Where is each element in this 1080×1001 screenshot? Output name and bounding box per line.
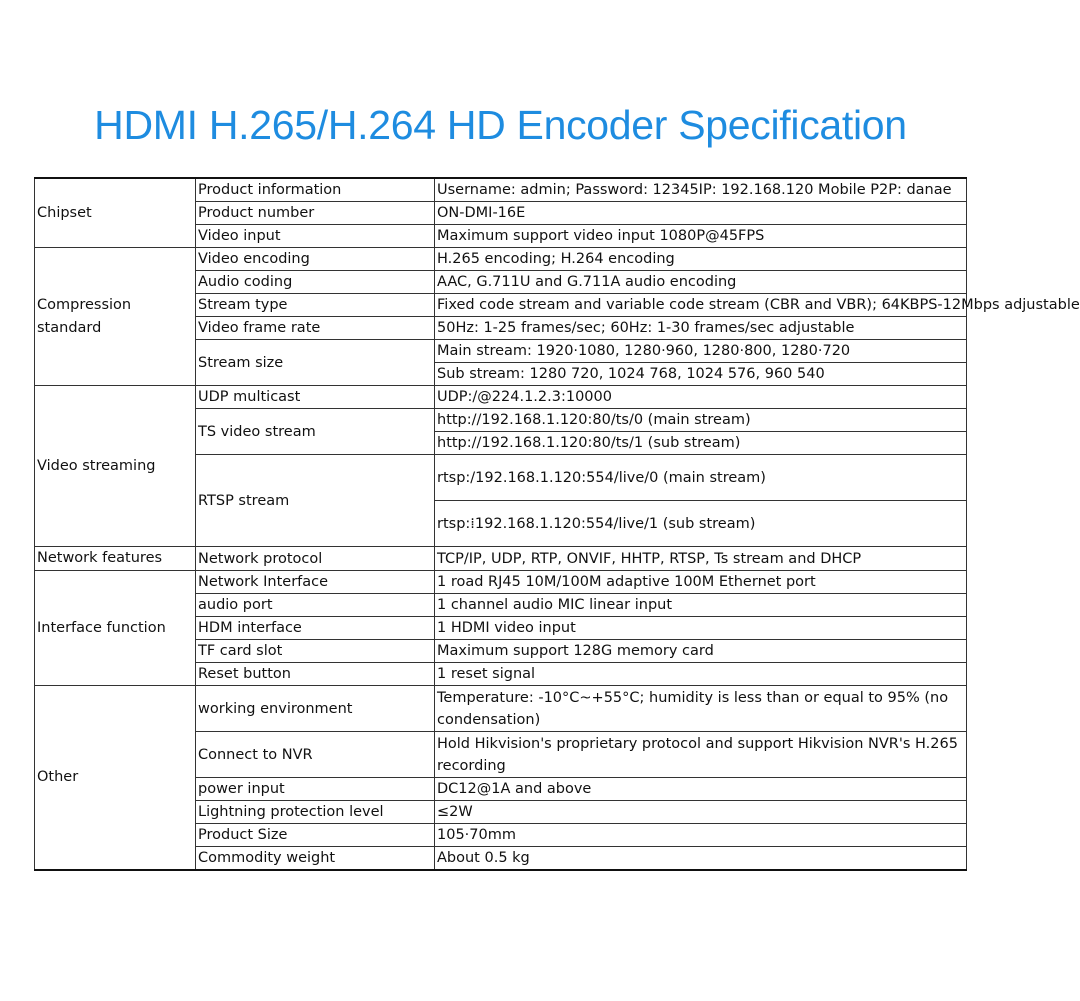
value-cell: Maximum support 128G memory card <box>435 640 967 663</box>
category-cell: Chipset <box>35 178 196 248</box>
category-cell: Other <box>35 686 196 871</box>
category-cell: Compression standard <box>35 248 196 386</box>
parameter-cell: TF card slot <box>196 640 435 663</box>
parameter-cell: Commodity weight <box>196 847 435 871</box>
value-cell: rtsp:⁞192.168.1.120:554/live/1 (sub stream) <box>435 501 967 547</box>
parameter-cell: Video encoding <box>196 248 435 271</box>
parameter-cell: Video frame rate <box>196 317 435 340</box>
parameter-cell: Product Size <box>196 824 435 847</box>
value-cell: UDP:/@224.1.2.3:10000 <box>435 386 967 409</box>
value-cell: TCP/IP, UDP, RTP, ONVIF, HHTP, RTSP, Ts stream and DHCP <box>435 547 967 571</box>
parameter-cell: Stream size <box>196 340 435 386</box>
category-cell: Video streaming <box>35 386 196 547</box>
value-cell: Temperature: -10°C~+55°C; humidity is less than or equal to 95% (no condensation) <box>435 686 967 732</box>
page-title: HDMI H.265/H.264 HD Encoder Specification <box>94 102 907 148</box>
value-cell: 50Hz: 1-25 frames/sec; 60Hz: 1-30 frames/sec adjustable <box>435 317 967 340</box>
value-cell: DC12@1A and above <box>435 778 967 801</box>
value-cell: 1 reset signal <box>435 663 967 686</box>
value-cell: AAC, G.711U and G.711A audio encoding <box>435 271 967 294</box>
table-row <box>35 248 967 271</box>
value-cell: H.265 encoding; H.264 encoding <box>435 248 967 271</box>
parameter-cell: Connect to NVR <box>196 732 435 778</box>
parameter-cell: Network Interface <box>196 571 435 594</box>
table-row <box>35 571 967 594</box>
value-cell: About 0.5 kg <box>435 847 967 871</box>
value-cell: 1 road RJ45 10M/100M adaptive 100M Ethernet port <box>435 571 967 594</box>
value-cell: Username: admin; Password: 12345IP: 192.168.120 Mobile P2P: danae <box>435 178 967 202</box>
value-cell: ON-DMI-16E <box>435 202 967 225</box>
parameter-cell: UDP multicast <box>196 386 435 409</box>
value-cell: 1 HDMI video input <box>435 617 967 640</box>
parameter-cell: HDM interface <box>196 617 435 640</box>
spec-table <box>34 177 1080 871</box>
value-cell: Maximum support video input 1080P@45FPS <box>435 225 967 248</box>
table-row <box>35 178 967 202</box>
parameter-cell: audio port <box>196 594 435 617</box>
parameter-cell: power input <box>196 778 435 801</box>
spec-table-body <box>35 178 1080 870</box>
table-row <box>35 547 967 571</box>
value-cell: http://192.168.1.120:80/ts/1 (sub stream) <box>435 432 967 455</box>
value-cell: Sub stream: 1280 720, 1024 768, 1024 576, 960 540 <box>435 363 967 386</box>
table-row <box>35 686 967 732</box>
parameter-cell: Product information <box>196 178 435 202</box>
value-cell: http://192.168.1.120:80/ts/0 (main stream) <box>435 409 967 432</box>
value-cell: Fixed code stream and variable code stream (CBR and VBR); 64KBPS-12Mbps adjustable <box>435 294 967 317</box>
parameter-cell: Product number <box>196 202 435 225</box>
value-cell: 1 channel audio MIC linear input <box>435 594 967 617</box>
parameter-cell: Lightning protection level <box>196 801 435 824</box>
parameter-cell: Audio coding <box>196 271 435 294</box>
parameter-cell: working environment <box>196 686 435 732</box>
parameter-cell: RTSP stream <box>196 455 435 547</box>
category-cell: Interface function <box>35 571 196 686</box>
parameter-cell: Network protocol <box>196 547 435 571</box>
value-cell: 105·70mm <box>435 824 967 847</box>
value-cell: Main stream: 1920·1080, 1280·960, 1280·800, 1280·720 <box>435 340 967 363</box>
value-cell: ≤2W <box>435 801 967 824</box>
value-cell: rtsp:/192.168.1.120:554/live/0 (main stream) <box>435 455 967 501</box>
parameter-cell: TS video stream <box>196 409 435 455</box>
value-cell: Hold Hikvision's proprietary protocol and support Hikvision NVR's H.265 recording <box>435 732 967 778</box>
category-cell: Network features <box>35 547 196 571</box>
table-row <box>35 386 967 409</box>
parameter-cell: Stream type <box>196 294 435 317</box>
parameter-cell: Reset button <box>196 663 435 686</box>
parameter-cell: Video input <box>196 225 435 248</box>
